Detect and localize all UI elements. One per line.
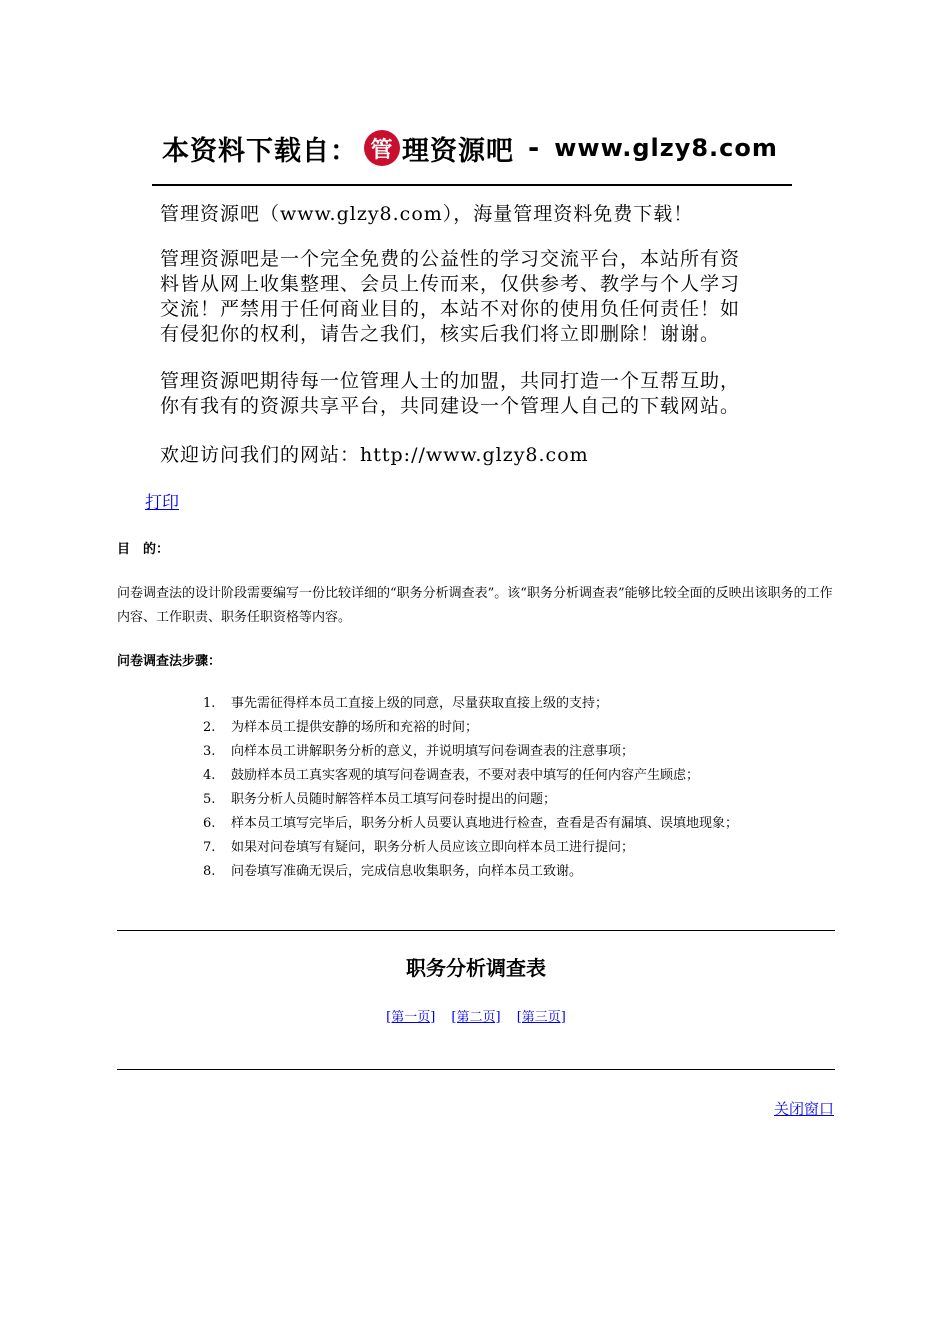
banner-prefix: 本资料下载自： [162,135,358,167]
step-text: 如果对问卷填写有疑问，职务分析人员应该立即向样本员工进行提问； [231,840,635,855]
list-item [203,740,835,764]
banner-text-line: 料皆从网上收集整理、会员上传而来，仅供参考、教学与个人学习 [160,273,741,295]
banner-paragraph-2 [160,247,792,347]
main-content [117,538,835,884]
banner-url: www.glzy8.com [554,134,778,162]
divider-bottom [117,1069,835,1070]
step-number: 2. [203,720,216,735]
list-item [203,764,835,788]
banner-text-line: 有侵犯你的权利，请告之我们，核实后我们将立即删除！谢谢。 [160,323,721,345]
step-text: 事先需征得样本员工直接上级的同意，尽量获取直接上级的支持； [231,696,609,711]
banner-text-line: 你有我有的资源共享平台，共同建设一个管理人自己的下载网站。 [160,395,741,417]
download-banner [152,118,792,468]
list-item [203,836,835,860]
purpose-heading: 目 的： [117,542,170,557]
list-item [203,716,835,740]
print-link[interactable]: 打印 [145,493,179,513]
banner-text-line: 管理资源吧期待每一位管理人士的加盟，共同打造一个互帮互助， [160,370,741,392]
banner-line-1: 管理资源吧（www.glzy8.com），海量管理资料免费下载！ [160,203,694,225]
banner-paragraph-3 [160,369,792,419]
step-number: 3. [203,744,216,759]
steps-heading: 问卷调查法步骤： [117,654,222,669]
step-text: 问卷填写准确无误后，完成信息收集职务，向样本员工致谢。 [231,864,583,879]
banner-divider [152,184,792,186]
divider-top [117,930,835,931]
step-text: 鼓励样本员工真实客观的填写问卷调查表，不要对表中填写的任何内容产生顾虑； [231,768,700,783]
step-number: 5. [203,792,216,807]
list-item [203,692,835,716]
step-number: 7. [203,840,216,855]
purpose-text: 问卷调查法的设计阶段需要编写一份比较详细的“职务分析调查表”。该“职务分析调查表”能够比较全面的反映出该职务的工作内容、工作职责、职务任职资格等内容。 [117,586,833,625]
step-text: 职务分析人员随时解答样本员工填写问卷时提出的问题； [231,792,557,807]
banner-text-line: 交流！严禁用于任何商业目的，本站不对你的使用负任何责任！如 [160,298,741,320]
page-link-3[interactable]: [第三页] [516,1010,566,1025]
banner-body [152,202,792,468]
step-number: 8. [203,864,216,879]
banner-header [152,118,792,178]
step-text: 为样本员工提供安静的场所和充裕的时间； [231,720,479,735]
step-number: 4. [203,768,216,783]
banner-brand: 理资源吧 [402,135,514,167]
banner-dash: - [528,132,541,164]
list-item [203,788,835,812]
page-nav [117,1006,835,1025]
page-link-2[interactable]: [第二页] [451,1010,501,1025]
banner-text-line: 管理资源吧是一个完全免费的公益性的学习交流平台，本站所有资 [160,248,741,270]
step-number: 1. [203,696,216,711]
steps-list [117,692,835,884]
banner-visit-line: 欢迎访问我们的网站：http://www.glzy8.com [160,444,589,466]
close-window-link[interactable]: 关闭窗口 [773,1100,834,1118]
step-number: 6. [203,816,216,831]
step-text: 样本员工填写完毕后，职务分析人员要认真地进行检查，查看是否有漏填、误填地现象； [231,816,739,831]
form-title: 职务分析调查表 [406,956,546,980]
step-text: 向样本员工讲解职务分析的意义，并说明填写问卷调查表的注意事项； [231,744,635,759]
page-link-1[interactable]: [第一页] [386,1010,436,1025]
brand-logo-icon: 管 [364,130,400,166]
list-item [203,812,835,836]
list-item [203,860,835,884]
